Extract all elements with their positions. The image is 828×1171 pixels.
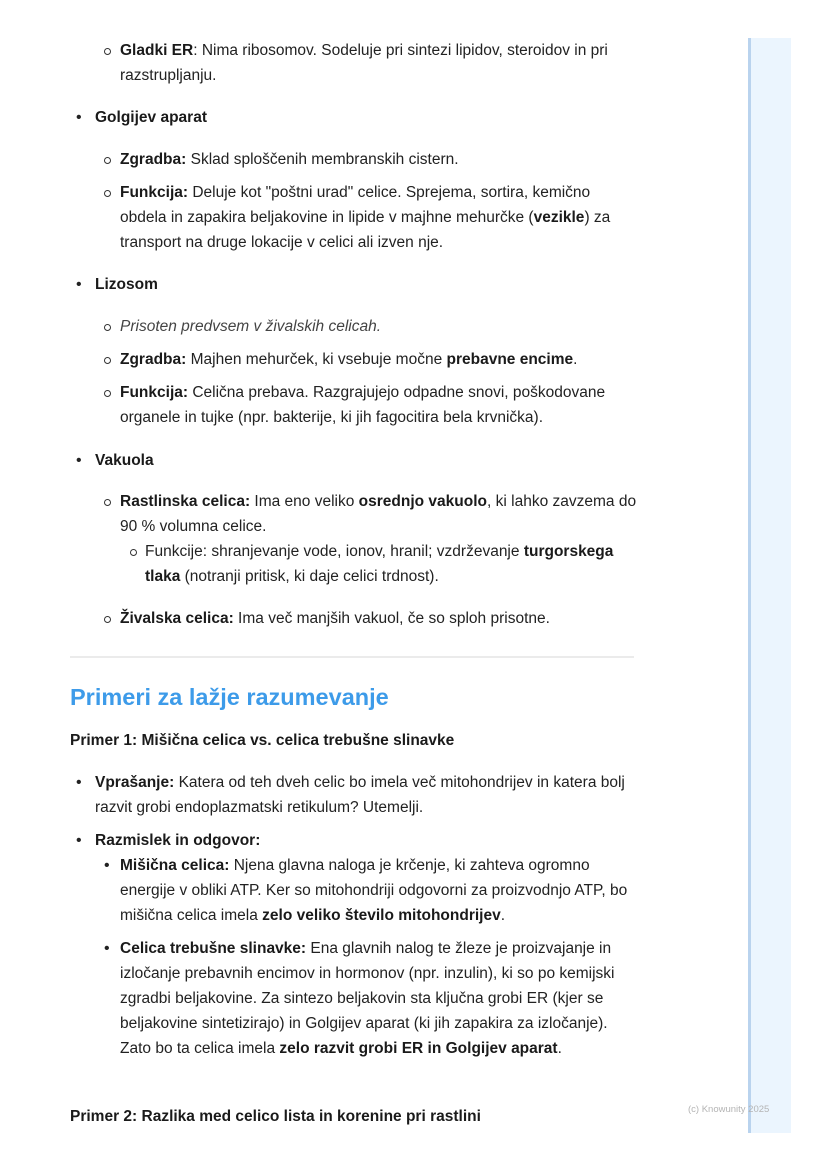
lizosom-funkcija-text: Celična prebava. Razgrajujejo odpadne snovi, poškodovane organele in tujke (npr. bakterije, ki jih fagocitira bela krvnička). <box>120 384 606 426</box>
lizosom-zgradba-bold: prebavne encime <box>446 351 574 368</box>
vakuola-list <box>70 448 636 473</box>
golgi-sublist <box>70 147 636 255</box>
golgi-zgradba-label: Zgradba: <box>120 151 187 168</box>
right-margin-bar <box>748 38 791 1133</box>
list-item-lizosom-note <box>95 314 636 339</box>
golgi-block <box>70 105 636 130</box>
lizosom-sublist-block <box>70 314 636 430</box>
primer1-list <box>70 770 636 1061</box>
answer-misicna-bold: zelo veliko število mitohondrijev <box>262 907 501 924</box>
question-text: Katera od teh dveh celic bo imela več mitohondrijev in katera bolj razvit grobi endoplazmatski retikulum? Utemelji. <box>95 774 625 816</box>
golgi-list <box>70 105 636 130</box>
list-item-lizosom <box>70 272 636 297</box>
list-item-answer-misicna <box>95 853 636 928</box>
list-item-lizosom-zgradba <box>95 347 636 372</box>
answer-slinavka-text-a: Ena glavnih nalog te žleze je proizvajanje in izločanje prebavnih encimov in hormonov (npr. inzulin), ki so po kemijski zgradbi beljakovine. Za sintezo beljakovin sta ključna grobi ER (kjer se beljakovine sintetizirajo) in Golgijev aparat (ki jih zapakira za izločanje). Zato bo ta celica imela <box>120 940 615 1057</box>
vakuola-sublist <box>70 489 640 589</box>
list-item-answer <box>70 828 636 1061</box>
vakuola-zivalska-text: Ima več manjših vakuol, če so sploh prisotne. <box>233 610 550 627</box>
primer1-question-block <box>70 770 636 1061</box>
vakuola-funkcije-text-b: (notranji pritisk, ki daje celici trdnost). <box>180 568 439 585</box>
golgi-funkcija-text-a: Deluje kot "poštni urad" celice. Sprejema, sortira, kemično obdela in zapakira beljakovine in lipide v majhne mehurčke ( <box>120 184 591 226</box>
vakuola-zivalska-list <box>70 606 636 631</box>
primer1-title: Primer 1: Mišična celica vs. celica trebušne slinavke <box>70 732 455 749</box>
primer2-title: Primer 2: Razlika med celico lista in korenine pri rastlini <box>70 1108 481 1125</box>
vakuola-rastlinska-text-b: , ki lahko zavzema do 90 % volumna celice. <box>120 493 637 535</box>
vakuola-funkcije-sublist <box>120 539 640 589</box>
gladki-er-label: Gladki ER <box>120 42 194 59</box>
vakuola-sublist-block <box>70 489 640 589</box>
lizosom-zgradba-label: Zgradba: <box>120 351 187 368</box>
gladki-er-block <box>70 38 636 88</box>
answer-misicna-text-b: . <box>500 907 506 924</box>
vakuola-rastlinska-bold: osrednjo vakuolo <box>358 493 488 510</box>
lizosom-zgradba-text-a: Majhen mehurček, ki vsebuje močne <box>186 351 447 368</box>
answer-label: Razmislek in odgovor: <box>95 832 261 849</box>
list-item-vakuola-funkcije <box>120 539 640 589</box>
golgi-title: Golgijev aparat <box>95 109 207 126</box>
watermark: (c) Knowunity 2025 <box>688 1104 770 1115</box>
list-item-gladki-er <box>95 38 636 88</box>
vakuola-rastlinska-label: Rastlinska celica: <box>120 493 251 510</box>
vakuola-title: Vakuola <box>95 452 154 469</box>
golgi-funkcija-text-b: ) za transport na druge lokacije v celici ali izven nje. <box>120 209 611 251</box>
answer-slinavka-text-b: . <box>557 1040 562 1057</box>
examples-heading: Primeri za lažje razumevanje <box>70 684 389 710</box>
answer-slinavka-label: Celica trebušne slinavke: <box>120 940 307 957</box>
gladki-er-list <box>70 38 636 88</box>
vakuola-zivalska-label: Živalska celica: <box>120 610 234 627</box>
list-item-golgi-funkcija <box>95 180 636 255</box>
list-item-vakuola-zivalska <box>95 606 636 631</box>
lizosom-block <box>70 272 636 297</box>
list-item-vakuola <box>70 448 636 473</box>
section-divider <box>70 656 634 658</box>
lizosom-zgradba-text-b: . <box>573 351 578 368</box>
answer-sublist <box>95 853 636 1061</box>
list-item-question <box>70 770 636 820</box>
lizosom-list <box>70 272 636 297</box>
list-item-vakuola-rastlinska <box>95 489 640 589</box>
golgi-funkcija-label: Funkcija: <box>120 184 189 201</box>
answer-slinavka-bold: zelo razvit grobi ER in Golgijev aparat <box>279 1040 558 1057</box>
gladki-er-text: : Nima ribosomov. Sodeluje pri sintezi lipidov, steroidov in pri razstrupljanju. <box>120 42 608 84</box>
vakuola-zivalska-block <box>70 606 636 631</box>
lizosom-funkcija-label: Funkcija: <box>120 384 189 401</box>
golgi-funkcija-bold: vezikle <box>533 209 585 226</box>
vakuola-rastlinska-text-a: Ima eno veliko <box>250 493 359 510</box>
vakuola-block <box>70 448 636 473</box>
golgi-sublist-block <box>70 147 636 255</box>
list-item-lizosom-funkcija <box>95 380 636 430</box>
golgi-zgradba-text: Sklad sploščenih membranskih cistern. <box>186 151 459 168</box>
answer-misicna-text-a: Njena glavna naloga je krčenje, ki zahteva ogromno energije v obliki ATP. Ker so mitohondriji odgovorni za proizvodnjo ATP, bo mišična celica imela <box>120 857 628 924</box>
question-label: Vprašanje: <box>95 774 175 791</box>
answer-misicna-label: Mišična celica: <box>120 857 230 874</box>
list-item-golgi <box>70 105 636 130</box>
vakuola-funkcije-bold: turgorskega tlaka <box>145 543 614 585</box>
lizosom-sublist <box>70 314 636 430</box>
lizosom-note: Prisoten predvsem v živalskih celicah. <box>120 318 382 335</box>
lizosom-title: Lizosom <box>95 276 158 293</box>
vakuola-funkcije-text-a: Funkcije: shranjevanje vode, ionov, hranil; vzdrževanje <box>145 543 524 560</box>
list-item-answer-slinavka <box>95 936 636 1061</box>
list-item-golgi-zgradba <box>95 147 636 172</box>
